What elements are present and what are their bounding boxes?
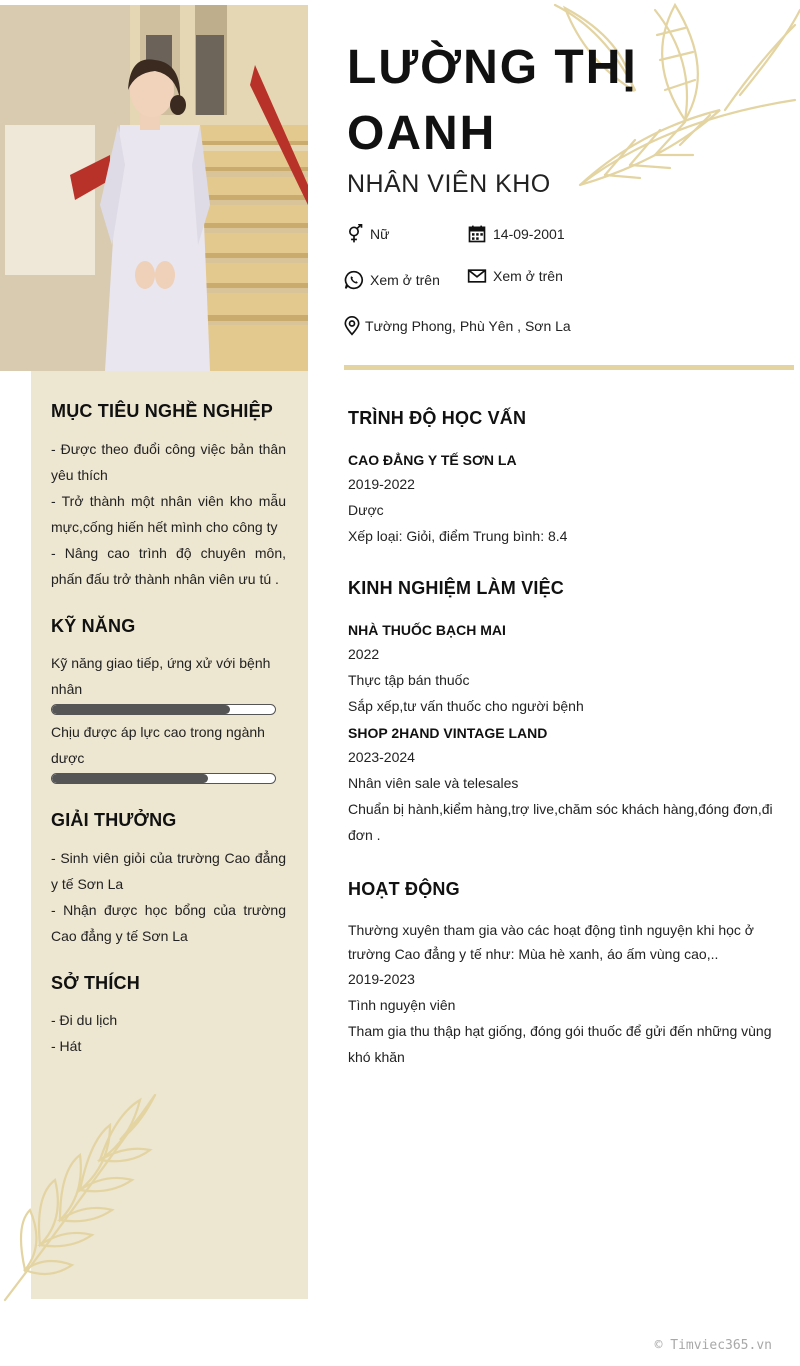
gender-row xyxy=(344,224,389,244)
birthdate-row xyxy=(467,224,565,244)
skill-bar xyxy=(51,704,276,715)
watermark: © Timviec365.vn xyxy=(654,1338,772,1353)
job-years: 2022 xyxy=(348,646,380,662)
address-row xyxy=(342,316,571,336)
leaf-decoration-bottom xyxy=(0,1085,170,1305)
objective-line: - Nâng cao trình độ chuyên môn, phấn đấu trở thành nhân viên ưu tú . xyxy=(51,545,286,587)
education-major: Dược xyxy=(348,502,384,518)
education-years: 2019-2022 xyxy=(348,476,415,492)
job-description: Chuẩn bị hành,kiểm hàng,trợ live,chăm sóc khách hàng,đóng đơn,đi đơn . xyxy=(348,801,773,843)
skills-title: KỸ NĂNG xyxy=(51,616,136,636)
objective-line: - Được theo đuổi công việc bản thân yêu thích xyxy=(51,441,286,483)
award-line: - Sinh viên giỏi của trường Cao đẳng y tế Sơn La xyxy=(51,850,286,892)
gender-value: Nữ xyxy=(370,226,390,242)
hobby-line: - Đi du lịch xyxy=(51,1012,118,1028)
objective-list xyxy=(51,436,286,592)
gender-icon xyxy=(344,224,364,244)
company-name: NHÀ THUỐC BẠCH MAI xyxy=(348,622,506,638)
whatsapp-icon xyxy=(344,270,364,290)
email-value: Xem ở trên xyxy=(493,268,563,284)
phone-value: Xem ở trên xyxy=(370,272,440,288)
awards-list xyxy=(51,845,286,949)
email-row xyxy=(467,266,563,286)
award-line: - Nhận được học bổng của trường Cao đẳng y tế Sơn La xyxy=(51,902,286,944)
company-name: SHOP 2HAND VINTAGE LAND xyxy=(348,725,548,741)
experience-job xyxy=(348,722,778,848)
address-value: Tường Phong, Phù Yên , Sơn La xyxy=(365,318,571,334)
activities-description: Tham gia thu thập hạt giống, đóng gói thuốc để gửi đến những vùng khó khăn xyxy=(348,1023,772,1065)
education-section xyxy=(348,408,778,549)
hobbies-title: SỞ THÍCH xyxy=(51,973,140,993)
birthdate-value: 14-09-2001 xyxy=(493,226,565,242)
experience-section xyxy=(348,578,778,848)
calendar-icon xyxy=(467,224,487,244)
activities-title: HOẠT ĐỘNG xyxy=(348,879,460,899)
phone-row xyxy=(344,270,440,290)
header-divider xyxy=(344,365,794,370)
hobbies-list xyxy=(51,1007,286,1059)
location-pin-icon xyxy=(342,316,362,336)
awards-title: GIẢI THƯỞNG xyxy=(51,810,177,830)
job-title: NHÂN VIÊN KHO xyxy=(347,170,551,198)
education-title: TRÌNH ĐỘ HỌC VẤN xyxy=(348,408,527,428)
job-position: Thực tập bán thuốc xyxy=(348,672,470,688)
activities-section xyxy=(348,879,778,1070)
experience-title: KINH NGHIỆM LÀM VIỆC xyxy=(348,578,565,598)
objective-title: MỤC TIÊU NGHỀ NGHIỆP xyxy=(51,401,274,421)
experience-job xyxy=(348,619,778,719)
skills-list xyxy=(51,650,286,784)
activities-years: 2019-2023 xyxy=(348,971,415,987)
skill-name: Kỹ năng giao tiếp, ứng xử với bệnh nhân xyxy=(51,655,271,697)
job-position: Nhân viên sale và telesales xyxy=(348,775,519,791)
activities-intro: Thường xuyên tham gia vào các hoạt động tình nguyện khi học ở trường Cao đẳng y tế như: Mùa hè xanh, áo ấm vùng cao,.. xyxy=(348,922,754,962)
activities-role: Tình nguyện viên xyxy=(348,997,456,1013)
job-years: 2023-2024 xyxy=(348,749,415,765)
envelope-icon xyxy=(467,266,487,286)
skill-bar xyxy=(51,773,276,784)
objective-line: - Trở thành một nhân viên kho mẫu mực,cống hiến hết mình cho công ty xyxy=(51,493,286,535)
profile-photo xyxy=(0,5,308,371)
school-name: CAO ĐẲNG Y TẾ SƠN LA xyxy=(348,452,517,468)
skill-bar-fill xyxy=(52,774,208,783)
skill-name: Chịu được áp lực cao trong ngành dược xyxy=(51,724,265,766)
skill-bar-fill xyxy=(52,705,230,714)
education-grade: Xếp loại: Giỏi, điểm Trung bình: 8.4 xyxy=(348,528,568,544)
job-description: Sắp xếp,tư vấn thuốc cho người bệnh xyxy=(348,698,584,714)
hobby-line: - Hát xyxy=(51,1038,82,1054)
full-name: LƯỜNG THỊ OANH xyxy=(347,41,638,160)
